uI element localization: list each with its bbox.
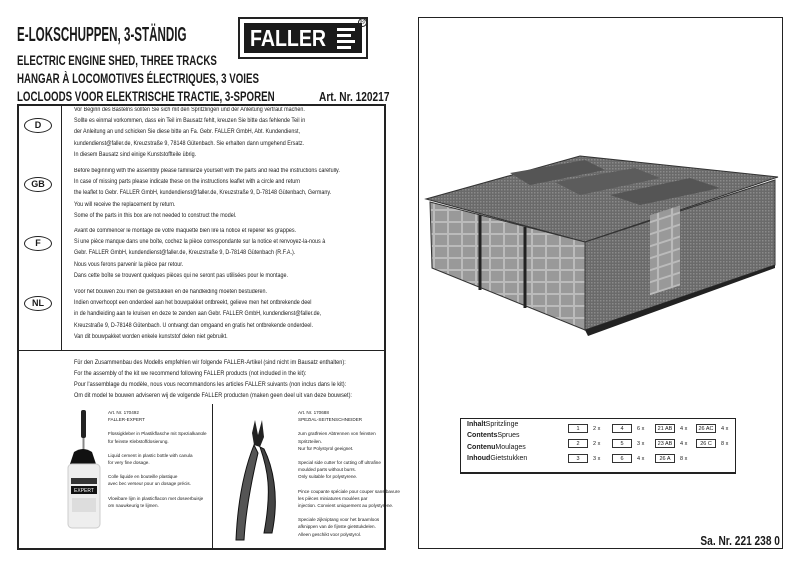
text-line: Si une pièce manque dans une boîte, cochez la pièce correspondante sur la notice et renvoyez-la-nous à xyxy=(74,239,326,246)
sprue-item xyxy=(696,439,728,448)
sprue-label xyxy=(467,421,518,428)
text-line: Vor Beginn des Bastelns sollten Sie sich mit den Spritzlingen und der Anleitung vertraut machen. xyxy=(74,107,305,113)
language-flag-f: F xyxy=(24,236,52,251)
text-line: Flüssigkleber in Plastikflasche mit Spezialkanüle xyxy=(108,431,207,437)
text-line: Sollte es einmal vorkommen, dass ein Teil im Bausatz fehlt, kreuzen Sie bitte das fehlende Teil in xyxy=(74,118,306,125)
label-title: Inhalt xyxy=(467,421,486,428)
language-column xyxy=(17,104,62,350)
side-cutter-image xyxy=(228,415,288,545)
sprue-qty: 3 x xyxy=(593,455,601,462)
label-text: Spritzlinge xyxy=(485,421,519,428)
text-line: kundendienst@faller.de, Kreuzstraße 9, 78148 Gütenbach. Sie erhalten dann umgehend Ersatz. xyxy=(74,140,305,147)
faller-logo xyxy=(238,17,368,59)
engine-shed-image xyxy=(420,150,782,350)
label-text: Moulages xyxy=(495,444,526,451)
label-text: Gietstukken xyxy=(490,455,528,462)
text-line: für feinste Klebstoffdosierung. xyxy=(108,438,169,444)
product-glue-info xyxy=(108,409,207,516)
text-line: Colle liquide en bouteille plastique xyxy=(108,474,178,480)
subtitle-en: ELECTRIC ENGINE SHED, THREE TRACKS xyxy=(17,53,217,68)
product-description xyxy=(298,488,400,510)
text-line: Kreuzstraße 9, D-78148 Gütenbach. U ontvangt dan omgaand en gratis het ontbrekende onderdeel. xyxy=(74,322,313,329)
product-name: SPEZIAL-SEITENSCHNEIDER xyxy=(298,417,363,423)
language-flag-d: D xyxy=(24,118,52,133)
text-line: Speciale zijkniptang voor het braamloos xyxy=(298,517,380,523)
divider xyxy=(17,350,386,351)
sprue-id: 26 C xyxy=(696,439,716,448)
instructions-nl xyxy=(74,287,321,343)
sprue-qty: 4 x xyxy=(721,425,729,432)
text-line: In diesem Bausatz sind einige Kunststoffteile übrig. xyxy=(74,151,197,158)
sprue-id: 21 AB xyxy=(655,424,675,433)
instructions-d xyxy=(74,105,305,161)
sprue-qty: 4 x xyxy=(637,455,645,462)
product-description xyxy=(108,430,207,444)
recommend-nl: Om dit model te bouwen adviseren wij de volgende FALLER producten (maken geen deel uit van deze bouwset): xyxy=(74,392,352,399)
sprue-qty: 8 x xyxy=(680,455,688,462)
glue-bottle-image xyxy=(62,408,107,533)
divider xyxy=(212,404,213,550)
product-description xyxy=(298,459,400,481)
recommend-de: Für den Zusammenbau des Modells empfehlen wir folgende FALLER-Artikel (sind nicht im Bausatz enthalten): xyxy=(74,359,346,366)
product-description xyxy=(298,516,400,538)
recommendation-text xyxy=(74,357,352,401)
text-line: moulded parts without burrs. xyxy=(298,467,356,473)
text-line: in de handleiding aan te kruisen en deze te zenden aan Gebr. FALLER GmbH, kundendienst@faller.de, xyxy=(74,311,322,318)
text-line: for very fine dosage. xyxy=(108,460,150,466)
instructions-f xyxy=(74,226,325,282)
product-art-nr: Art. Nr. 170688 xyxy=(298,410,329,415)
text-line: Avant de commencer le montage de votre maquette bien lire la notice et repérer les grappes. xyxy=(74,228,297,234)
text-line: avec bec verseur pour un dosage précis. xyxy=(108,481,191,487)
sprue-item xyxy=(655,424,687,433)
product-description xyxy=(298,430,400,452)
product-art-nr: Art. Nr. 170492 xyxy=(108,410,139,415)
text-line: Some of the parts in this box are not needed to construct the model. xyxy=(74,212,237,219)
label-title: Contenu xyxy=(467,444,496,451)
sprue-item xyxy=(655,454,687,463)
sprue-qty: 6 x xyxy=(637,425,645,432)
sprue-item xyxy=(568,454,600,463)
recommend-fr: Pour l'assemblage du modèle, nous vous recommandons les articles FALLER suivants (non inclus dans le kit): xyxy=(74,381,347,388)
subtitle-nl: LOCLOODS VOOR ELEKTRISCHE TRACTIE, 3-SPOREN xyxy=(17,89,275,104)
text-line: Dans cette boîte se trouvent quelques pièces qui ne seront pas utilisées pour le montage. xyxy=(74,272,289,279)
recommend-en: For the assembly of the kit we recommend following FALLER products (not included in the kit): xyxy=(74,370,307,377)
label-title: Contents xyxy=(467,432,498,439)
label-text: Sprues xyxy=(497,432,520,439)
text-line: Only suitable for polystyrene. xyxy=(298,474,358,480)
text-line: injection. Convient uniquement au polystyrène. xyxy=(298,503,394,509)
text-line: the leaflet to Gebr. FALLER GmbH, kundendienst@faller.de, Kreuzstraße 9, D-78148 Gütenbach, Germany. xyxy=(74,190,332,197)
registered-mark: ® xyxy=(359,19,366,26)
sprue-qty: 2 x xyxy=(593,425,601,432)
sprue-id: 26 AC xyxy=(696,424,716,433)
text-line: Spritzteilen. xyxy=(298,438,323,444)
sprue-item xyxy=(568,424,600,433)
text-line: Pince coupante spéciale pour couper sans bavure xyxy=(298,488,400,494)
text-line: Indien onverhoopt een onderdeel aan het bouwpakket ontbreekt, gelieve men het ontbrekende deel xyxy=(74,300,312,307)
text-line: Gebr. FALLER GmbH, kundendienst@faller.de, Kreuzstraße 9, D-78148 Gütenbach (R.F.A.). xyxy=(74,250,296,257)
label-title: Inhoud xyxy=(467,455,491,462)
product-name: FALLER-EXPERT xyxy=(108,417,145,423)
text-line: Alleen geschikt voor polystyrol. xyxy=(298,531,362,537)
sprue-item xyxy=(568,439,600,448)
product-description xyxy=(108,452,207,466)
instructions-gb xyxy=(74,166,340,222)
sprue-id: 3 xyxy=(568,454,588,463)
text-line: om nauwkeurig te lijmen. xyxy=(108,502,159,508)
sprue-qty: 2 x xyxy=(593,440,601,447)
sprue-item xyxy=(655,439,687,448)
sprue-id: 26 A xyxy=(655,454,675,463)
sprue-id: 23 AB xyxy=(655,439,675,448)
sprue-item xyxy=(612,439,644,448)
text-line: afknippen van de fijnste gietstukdelen. xyxy=(298,524,376,530)
text-line: Vloeibare lijm in plasticflacon met doseerbuisje xyxy=(108,495,204,501)
text-line: In case of missing parts please indicate these on the instructions leaflet with a circle and return xyxy=(74,179,301,186)
text-line: Van dit bouwpakket worden enkele kunststof delen niet gebruikt. xyxy=(74,333,228,340)
language-flag-nl: NL xyxy=(24,296,52,311)
subtitle-fr: HANGAR À LOCOMOTIVES ÉLECTRIQUES, 3 VOIES xyxy=(17,71,259,86)
bottle-label: EXPERT xyxy=(74,488,94,494)
text-line: der Anleitung an und schicken Sie diese bitte an Fa. Gebr. FALLER GmbH, Abt. Kundendienst, xyxy=(74,129,301,136)
sprue-label xyxy=(467,455,527,462)
sprue-id: 6 xyxy=(612,454,632,463)
product-description xyxy=(108,495,207,509)
product-cutter-info xyxy=(298,409,400,545)
sprue-item xyxy=(612,424,644,433)
text-line: You will receive the replacement by return. xyxy=(74,201,176,208)
text-line: Liquid cement in plastic bottle with canula xyxy=(108,452,193,458)
sprue-id: 2 xyxy=(568,439,588,448)
sprue-item xyxy=(612,454,644,463)
sa-number: Sa. Nr. 221 238 0 xyxy=(700,533,780,548)
page-title: E-LOKSCHUPPEN, 3-STÄNDIG xyxy=(17,24,187,46)
text-line: Vóór het bouwen zou men de gietstukken en de handleiding moeten bestuderen. xyxy=(74,289,268,295)
sprue-qty: 4 x xyxy=(680,440,688,447)
sprue-id: 1 xyxy=(568,424,588,433)
language-flag-gb: GB xyxy=(24,177,52,192)
logo-bars-icon xyxy=(337,28,355,49)
text-line: Before beginning with the assembly please familiarize yourself with the parts and read the instructions carefully. xyxy=(74,168,340,174)
sprue-qty: 3 x xyxy=(637,440,645,447)
sprue-label xyxy=(467,444,526,451)
text-line: Nous vous ferons parvenir la pièce par retour. xyxy=(74,261,184,268)
product-description xyxy=(108,473,207,487)
sprue-id: 4 xyxy=(612,424,632,433)
text-line: Nur für Polystyrol geeignet. xyxy=(298,445,354,451)
text-line: zum gratfreien Abtrennen von feinsten xyxy=(298,431,376,437)
article-number: Art. Nr. 120217 xyxy=(319,89,390,104)
sprue-item xyxy=(696,424,728,433)
sprue-qty: 8 x xyxy=(721,440,729,447)
text-line: Special side cutter for cutting off ultrafine xyxy=(298,460,381,466)
text-line: les pièces miniatures moulées par xyxy=(298,495,368,501)
sprue-id: 5 xyxy=(612,439,632,448)
sprue-qty: 4 x xyxy=(680,425,688,432)
logo-text: FALLER xyxy=(250,24,327,51)
sprue-label xyxy=(467,432,520,439)
